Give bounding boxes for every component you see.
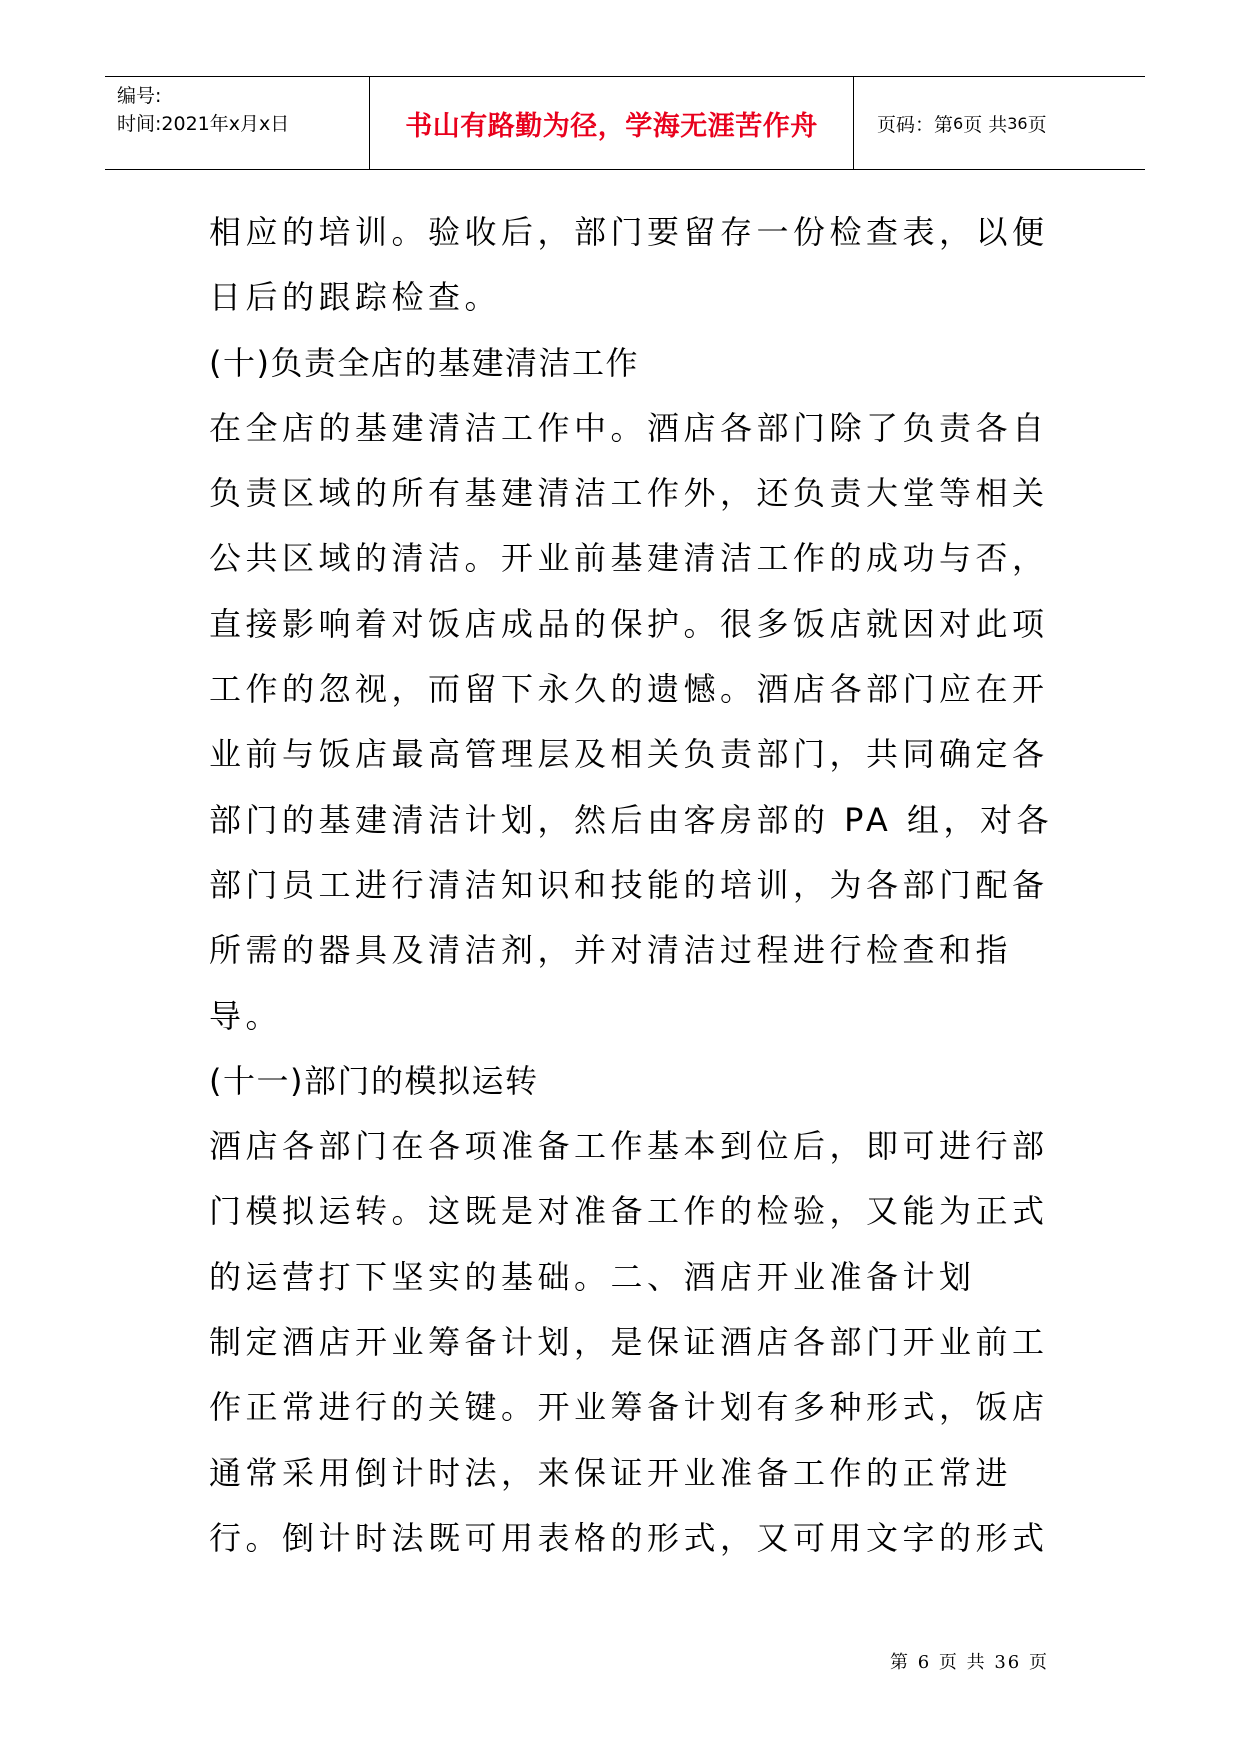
page-mid: 页 共 <box>963 113 1008 136</box>
text-line: 导。 <box>209 996 283 1035</box>
text-line: 的运营打下坚实的基础。二、酒店开业准备计划 <box>209 1257 976 1296</box>
text-line: 行。倒计时法既可用表格的形式，又可用文字的形式 <box>209 1518 1049 1557</box>
document-body <box>209 200 1089 1571</box>
page-header <box>105 76 1145 170</box>
text-line: 作正常进行的关键。开业筹备计划有多种形式，饭店 <box>209 1388 1049 1427</box>
page-number: 6 <box>953 113 964 133</box>
header-meta <box>117 77 372 169</box>
page-total: 36 <box>1007 113 1028 133</box>
text-line: 相应的培训。验收后，部门要留存一份检查表，以便 <box>209 213 1049 251</box>
text-line: 部门的基建清洁计划，然后由客房部的 PA 组，对各 <box>209 800 1053 839</box>
page-suffix: 页 <box>1027 113 1047 136</box>
section-heading: (十一)部门的模拟运转 <box>209 1061 539 1100</box>
page-footer: 第 6 页 共 36 页 <box>890 1652 1049 1673</box>
text-line: 业前与饭店最高管理层及相关负责部门，共同确定各 <box>209 735 1049 774</box>
text-line: 通常采用倒计时法，来保证开业准备工作的正常进 <box>209 1453 1013 1492</box>
text-line: 所需的器具及清洁剂，并对清洁过程进行检查和指 <box>209 931 1013 970</box>
number-label: 编号: <box>117 85 162 107</box>
section-heading: (十)负责全店的基建清洁工作 <box>209 343 639 382</box>
text-line: 部门员工进行清洁知识和技能的培训，为各部门配备 <box>209 865 1049 904</box>
text-line: 日后的跟踪检查。 <box>209 278 502 317</box>
time-label: 时间:2021年x月x日 <box>117 113 290 135</box>
text-line: 公共区域的清洁。开业前基建清洁工作的成功与否， <box>209 539 1049 578</box>
header-page-info <box>865 77 1145 169</box>
text-line: 制定酒店开业筹备计划，是保证酒店各部门开业前工 <box>209 1323 1049 1362</box>
page-prefix: 页码：第 <box>877 113 954 136</box>
text-line: 直接影响着对饭店成品的保护。很多饭店就因对此项 <box>209 604 1049 643</box>
text-line: 负责区域的所有基建清洁工作外，还负责大堂等相关 <box>209 474 1049 513</box>
text-line: 在全店的基建清洁工作中。酒店各部门除了负责各自 <box>209 408 1049 447</box>
text-line: 门模拟运转。这既是对准备工作的检验，又能为正式 <box>209 1192 1049 1231</box>
header-motto: 书山有路勤为径，学海无涯苦作舟 <box>369 77 854 169</box>
text-line: 酒店各部门在各项准备工作基本到位后，即可进行部 <box>209 1127 1049 1166</box>
text-line: 工作的忽视，而留下永久的遗憾。酒店各部门应在开 <box>209 670 1049 709</box>
